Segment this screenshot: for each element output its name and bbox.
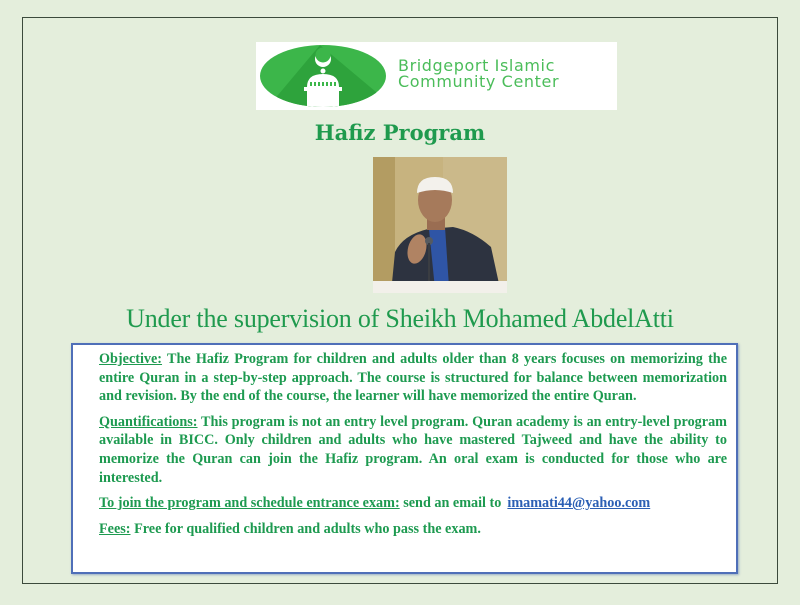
join-paragraph — [99, 494, 727, 513]
objective-text: The Hafiz Program for children and adults older than 8 years focuses on memorizing the entire Quran in a step-by-step approach. The course is structured for balance between memorization and revision. By the end of the course, the learner will have memorized the entire Quran. — [99, 351, 727, 405]
objective-label: Objective: — [99, 351, 163, 367]
fees-paragraph — [99, 520, 727, 539]
email-link[interactable]: imamati44@yahoo.com — [507, 495, 651, 512]
quantifications-paragraph — [99, 413, 727, 487]
bicc-logo — [256, 42, 617, 110]
sheikh-photo — [373, 157, 507, 293]
program-info-box — [71, 343, 738, 574]
quantifications-text: This program is not an entry level program. Quran academy is an entry-level program available in BICC. Only children and adults who have mastered Tajweed and have the ability to memorize the Quran can join the Hafiz program. An oral exam is conducted for those who are interested. — [99, 413, 727, 486]
fees-label: Fees: — [99, 520, 131, 537]
logo-line-2: Community Center — [398, 72, 560, 91]
join-label: To join the program and schedule entrance exam: — [99, 495, 400, 512]
mosque-crescent-icon — [260, 45, 386, 107]
supervision-subtitle: Under the supervision of Sheikh Mohamed AbdelAtti — [126, 304, 674, 333]
objective-paragraph — [99, 350, 727, 406]
fees-text: Free for qualified children and adults who pass the exam. — [130, 520, 481, 537]
page-title: Hafiz Program — [314, 120, 486, 145]
quantifications-label: Quantifications: — [99, 413, 198, 430]
logo-text — [398, 58, 559, 90]
logo-line-1: Bridgeport Islamic — [398, 56, 555, 75]
join-text: send an email to — [399, 495, 502, 512]
